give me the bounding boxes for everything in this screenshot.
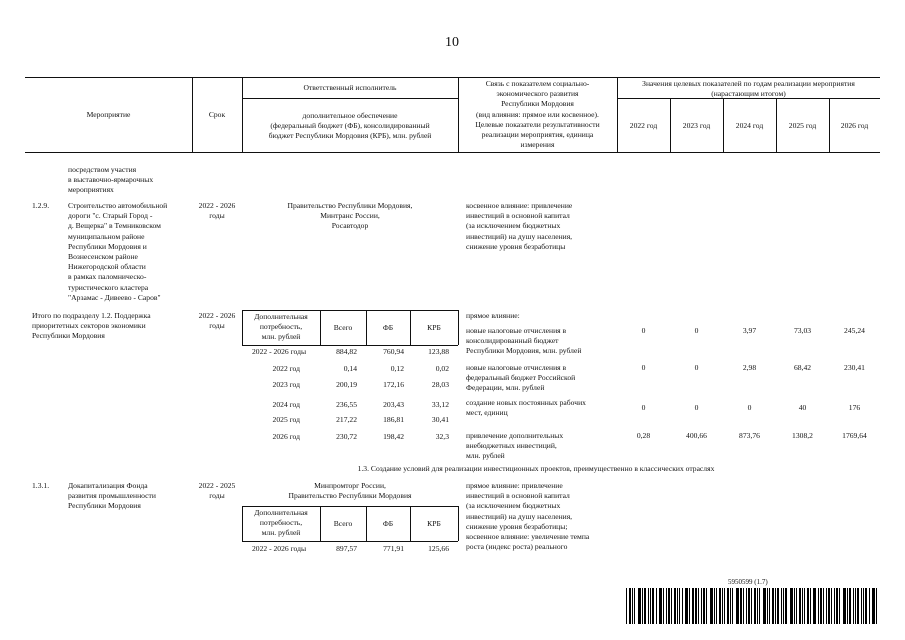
barcode-bar [732, 588, 733, 624]
fin-row-fb: 186,81 [383, 415, 404, 424]
indicator-value: 0 [694, 403, 699, 412]
barcode-bar [751, 588, 752, 624]
row-responsible: Правительство Республики Мордовия, Минтранс России, Росавтодор [287, 201, 413, 231]
barcode-bar [748, 588, 750, 624]
fin-row-krb: 28,03 [431, 380, 449, 389]
barcode-bar [719, 588, 721, 624]
header-link: Связь с показателем социально- экономического развития Республики Мордовия (вид влияния: прямое или косвенное). Целевые показатели результативности реализации мероприятия, единица измерения [475, 79, 600, 150]
barcode-bar [710, 588, 713, 624]
barcode-bar [831, 588, 832, 624]
barcode-bar [740, 588, 742, 624]
fin-header-fb: ФБ [382, 519, 394, 528]
page-number: 10 [445, 35, 459, 50]
barcode-bar [790, 588, 793, 624]
barcode-bar [807, 588, 809, 624]
indicator-value: 1308,2 [792, 431, 813, 440]
fin-row-label: 2022 - 2026 годы [252, 347, 307, 356]
indicator-value: 40 [798, 403, 807, 412]
indicator-value: 0 [694, 326, 699, 335]
fin-row-total: 0,14 [343, 364, 357, 373]
fin-row-krb: 125,66 [428, 544, 449, 553]
fin-header-total: Всего [333, 519, 353, 528]
row-event: Строительство автомобильной дороги "с. Старый Город - д. Вещерка" в Темниковском муниципальном районе Республики Мордовия и Вознесенском районе Нижегородской области в рамках паломническо- туристического кластера "Арзамас - Дивеево - Саров" [68, 201, 168, 302]
barcode-bar [785, 588, 787, 624]
barcode-bar [685, 588, 688, 624]
barcode-bar [869, 588, 870, 624]
header-year: 2026 год [840, 121, 869, 130]
barcode-bar [682, 588, 683, 624]
row-number: 1.3.1. [32, 481, 50, 490]
row-number: 1.2.9. [32, 201, 50, 210]
fin-row-krb: 0,02 [435, 364, 449, 373]
continuation-text: посредством участия в выставочно-ярмарочных мероприятиях [68, 165, 154, 195]
barcode-bar [730, 588, 731, 624]
barcode-bar [763, 588, 766, 624]
barcode-bar [863, 588, 864, 624]
barcode-bar [652, 588, 654, 624]
indicator-text: привлечение дополнительных внебюджетных инвестиций, млн. рублей [466, 431, 564, 461]
barcode-bar [820, 588, 822, 624]
barcode-bar [644, 588, 646, 624]
barcode-bar [769, 588, 770, 624]
barcode-bar [781, 588, 782, 624]
header-values: Значения целевых показателей по годам реализации мероприятия (нарастающим итогом) [642, 79, 855, 99]
indicator-text: новые налоговые отчисления в федеральный бюджет Российской Федерации, млн. рублей [466, 363, 576, 393]
barcode-bar [701, 588, 702, 624]
barcode-bar [775, 588, 776, 624]
barcode-bar [804, 588, 805, 624]
barcode-bar [754, 588, 756, 624]
fin-row-label: 2026 год [272, 432, 300, 441]
fin-row-fb: 0,12 [390, 364, 404, 373]
fin-row-label: 2024 год [272, 400, 300, 409]
indicator-value: 0 [747, 403, 752, 412]
barcode-bar [671, 588, 672, 624]
barcode-bar [802, 588, 803, 624]
indicator-value: 176 [848, 403, 861, 412]
barcode-bar [865, 588, 867, 624]
barcode-bar [743, 588, 744, 624]
barcode-bar [727, 588, 729, 624]
barcode-bar [666, 588, 667, 624]
barcode-bar [629, 588, 631, 624]
header-term: Срок [208, 110, 226, 119]
barcode-bar [843, 588, 846, 624]
indicator-value: 400,66 [686, 431, 707, 440]
barcode-bar [810, 588, 811, 624]
row-link: косвенное влияние: привлечение инвестиций в основной капитал (за исключением бюджетных инвестиций) на душу населения, снижение уровня безработицы [466, 201, 573, 251]
fin-row-fb: 771,91 [383, 544, 404, 553]
fin-row-total: 230,72 [336, 432, 357, 441]
fin-header-need: Дополнительная потребность, млн. рублей [254, 508, 308, 538]
indicator-text: создание новых постоянных рабочих мест, единиц [466, 398, 586, 418]
barcode-bar [847, 588, 848, 624]
row-link: прямое влияние: привлечение инвестиций в основной капитал (за исключением бюджетных инвестиций) на душу населения, снижение уровня безработицы; косвенное влияние: увеличение темпа роста (индекс роста) реального [466, 481, 590, 552]
fin-row-label: 2022 год [272, 364, 300, 373]
fin-row-total: 884,82 [336, 347, 357, 356]
barcode-bar [796, 588, 797, 624]
barcode-bar [659, 588, 662, 624]
indicator-text: новые налоговые отчисления в консолидированный бюджет Республики Мордовия, млн. рублей [466, 326, 582, 356]
barcode-bar [679, 588, 680, 624]
indicator-value: 0 [641, 363, 646, 372]
indicator-value: 873,76 [739, 431, 760, 440]
direct-influence-label: прямое влияние: [466, 311, 520, 320]
indicator-value: 2,98 [742, 363, 757, 372]
indicator-value: 1769,64 [842, 431, 867, 440]
fin-row-total: 217,22 [336, 415, 357, 424]
barcode-bar [857, 588, 859, 624]
barcode-bar [839, 588, 840, 624]
fin-header-total: Всего [333, 323, 353, 332]
barcode-bar [799, 588, 801, 624]
header-year: 2025 год [788, 121, 817, 130]
indicator-value: 3,97 [742, 326, 757, 335]
barcode-bar [876, 588, 877, 624]
fin-row-total: 200,19 [336, 380, 357, 389]
indicator-value: 0 [694, 363, 699, 372]
row-term: 2022 - 2025 годы [198, 481, 236, 501]
fin-row-label: 2025 год [272, 415, 300, 424]
barcode-bar [626, 588, 627, 624]
barcode-bar [706, 588, 707, 624]
barcode-bar [818, 588, 819, 624]
header-responsible: Ответственный исполнитель [303, 83, 397, 92]
barcode-bar [648, 588, 649, 624]
header-funding: дополнительное обеспечение (федеральный бюджет (ФБ), консолидированный бюджет Республики Мордовия (КРБ), млн. рублей [268, 111, 432, 141]
barcode-bar [772, 588, 774, 624]
fin-row-fb: 172,16 [383, 380, 404, 389]
total-event: Итого по подразделу 1.2. Поддержка приоритетных секторов экономики Республики Мордовия [32, 311, 151, 341]
row-event: Докапитализация Фонда развития промышленности Республики Мордовия [68, 481, 156, 511]
barcode-bar [823, 588, 824, 624]
fin-row-total: 236,55 [336, 400, 357, 409]
barcode-bar [674, 588, 676, 624]
barcode-bar [634, 588, 635, 624]
barcode-bar [638, 588, 641, 624]
fin-row-label: 2023 год [272, 380, 300, 389]
barcode-bar [692, 588, 694, 624]
indicator-value: 230,41 [844, 363, 865, 372]
barcode-bar [689, 588, 690, 624]
row-term: 2022 - 2026 годы [198, 201, 236, 221]
header-year: 2022 год [629, 121, 658, 130]
barcode-bar [853, 588, 854, 624]
indicator-value: 73,03 [793, 326, 812, 335]
barcode-bar [836, 588, 838, 624]
fin-header-krb: КРБ [427, 519, 441, 528]
barcode-bar [794, 588, 795, 624]
fin-row-krb: 33,12 [431, 400, 449, 409]
fin-header-krb: КРБ [427, 323, 441, 332]
barcode-bar [849, 588, 851, 624]
barcode-bar [767, 588, 768, 624]
barcode-bar [724, 588, 725, 624]
fin-row-total: 897,57 [336, 544, 357, 553]
barcode-bar [834, 588, 835, 624]
barcode-bar [650, 588, 651, 624]
barcode-bar [656, 588, 657, 624]
fin-header-fb: ФБ [382, 323, 394, 332]
fin-row-krb: 30,41 [431, 415, 449, 424]
fin-header-need: Дополнительная потребность, млн. рублей [254, 312, 308, 342]
barcode-bar [872, 588, 875, 624]
barcode-bar [783, 588, 784, 624]
indicator-value: 245,24 [844, 326, 865, 335]
barcode-bar [698, 588, 699, 624]
barcode-bar [757, 588, 758, 624]
barcode-bar [855, 588, 856, 624]
barcode-bar [632, 588, 633, 624]
barcode-bar [759, 588, 760, 624]
fin-row-fb: 760,94 [383, 347, 404, 356]
header-event: Мероприятие [86, 110, 131, 119]
fin-row-label: 2022 - 2026 годы [252, 544, 307, 553]
section-title: 1.3. Создание условий для реализации инвестиционных проектов, преимущественно в классических отраслях [357, 464, 715, 473]
barcode-bar [668, 588, 670, 624]
indicator-value: 68,42 [793, 363, 812, 372]
indicator-value: 0 [641, 403, 646, 412]
fin-row-fb: 198,42 [383, 432, 404, 441]
fin-row-fb: 203,43 [383, 400, 404, 409]
indicator-value: 0,28 [636, 431, 651, 440]
row-responsible: Минпромторг России, Правительство Республики Мордовия [288, 481, 412, 501]
barcode-bar [828, 588, 830, 624]
barcode-bar [695, 588, 697, 624]
barcode-bar [777, 588, 779, 624]
barcode-bar [736, 588, 739, 624]
barcode-bar [642, 588, 643, 624]
fin-row-krb: 32,3 [435, 432, 449, 441]
total-term: 2022 - 2026 годы [198, 311, 236, 331]
barcode-bar [722, 588, 723, 624]
header-year: 2024 год [735, 121, 764, 130]
indicator-value: 0 [641, 326, 646, 335]
barcode-bar [714, 588, 715, 624]
fin-row-krb: 123,88 [428, 347, 449, 356]
barcode-bar [826, 588, 827, 624]
barcode-bar [861, 588, 862, 624]
barcode-bar [677, 588, 678, 624]
barcode-bar [703, 588, 705, 624]
barcode-bar [716, 588, 717, 624]
barcode-bar [746, 588, 747, 624]
barcode-bar [663, 588, 664, 624]
barcode-bar [813, 588, 816, 624]
barcode-text: 5950599 (1.7) [728, 578, 768, 586]
header-year: 2023 год [682, 121, 711, 130]
